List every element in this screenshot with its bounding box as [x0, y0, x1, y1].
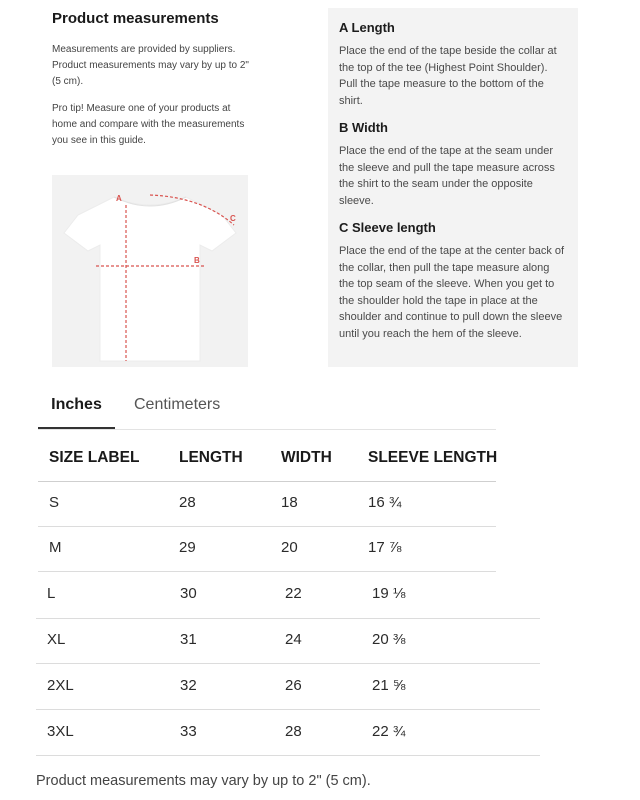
tab-inches[interactable]: Inches — [38, 386, 115, 429]
cell-width: 26 — [285, 677, 302, 694]
row-divider — [38, 571, 496, 572]
header-length: LENGTH — [179, 449, 243, 466]
cell-length: 28 — [179, 494, 196, 511]
label-b: B — [194, 256, 200, 265]
cell-length: 30 — [180, 585, 197, 602]
row-divider — [36, 663, 540, 664]
cell-sleeve: 19 ⅛ — [372, 585, 406, 602]
cell-length: 31 — [180, 631, 197, 648]
guide-text-length: Place the end of the tape beside the collar at the top of the tee (Highest Point Shoulder). Pull the tape measure to the bottom of the shirt. — [339, 45, 557, 107]
cell-sleeve: 20 ⅜ — [372, 631, 406, 648]
cell-size: 3XL — [47, 723, 74, 740]
cell-size: L — [47, 585, 56, 602]
pro-tip: Pro tip! Measure one of your products at home and compare with the measurements you see in this guide. — [52, 103, 245, 146]
cell-sleeve: 16 ¾ — [368, 494, 402, 511]
cell-length: 32 — [180, 677, 197, 694]
cell-width: 22 — [285, 585, 302, 602]
footer-note: Product measurements may vary by up to 2" (5 cm). — [36, 773, 371, 789]
header-sleeve-length: SLEEVE LENGTH — [368, 449, 498, 466]
cell-size: M — [49, 539, 62, 556]
tee-diagram — [52, 175, 248, 367]
cell-size: 2XL — [47, 677, 74, 694]
measurement-guide-panel — [328, 8, 578, 367]
header-width: WIDTH — [281, 449, 332, 466]
tee-shape — [64, 197, 236, 361]
tee-illustration — [52, 175, 248, 367]
label-c: C — [230, 214, 236, 223]
tab-centimeters[interactable]: Centimeters — [134, 396, 221, 413]
row-divider — [36, 755, 540, 756]
row-divider — [38, 526, 496, 527]
guide-text-width: Place the end of the tape at the seam under the sleeve and pull the tape measure across the shirt to the seam under the opposite sleeve. — [339, 145, 555, 207]
cell-width: 24 — [285, 631, 302, 648]
cell-size: XL — [47, 631, 66, 648]
cell-size: S — [49, 494, 60, 511]
cell-sleeve: 17 ⅞ — [368, 539, 402, 556]
cell-sleeve: 22 ¾ — [372, 723, 406, 740]
cell-width: 18 — [281, 494, 298, 511]
page-title: Product measurements — [52, 10, 219, 27]
supplier-note: Measurements are provided by suppliers. Product measurements may vary by up to 2" (5 cm). — [52, 44, 249, 87]
guide-heading-length: A Length — [339, 20, 395, 35]
cell-width: 20 — [281, 539, 298, 556]
row-divider — [36, 618, 540, 619]
cell-length: 33 — [180, 723, 197, 740]
cell-sleeve: 21 ⅝ — [372, 677, 406, 694]
guide-heading-sleeve: C Sleeve length — [339, 220, 436, 235]
row-divider — [36, 709, 540, 710]
measurements-intro — [52, 10, 252, 149]
header-size-label: SIZE LABEL — [49, 449, 140, 466]
label-a: A — [116, 194, 122, 203]
cell-length: 29 — [179, 539, 196, 556]
cell-width: 28 — [285, 723, 302, 740]
header-divider — [38, 481, 496, 482]
unit-tabs — [38, 386, 496, 430]
guide-text-sleeve: Place the end of the tape at the center back of the collar, then pull the tape measure along the top seam of the sleeve. When you get to the shoulder hold the tape in place at the shoulder and continue to pull down the sleeve until you reach the hem of the sleeve. — [339, 245, 565, 340]
guide-heading-width: B Width — [339, 120, 388, 135]
